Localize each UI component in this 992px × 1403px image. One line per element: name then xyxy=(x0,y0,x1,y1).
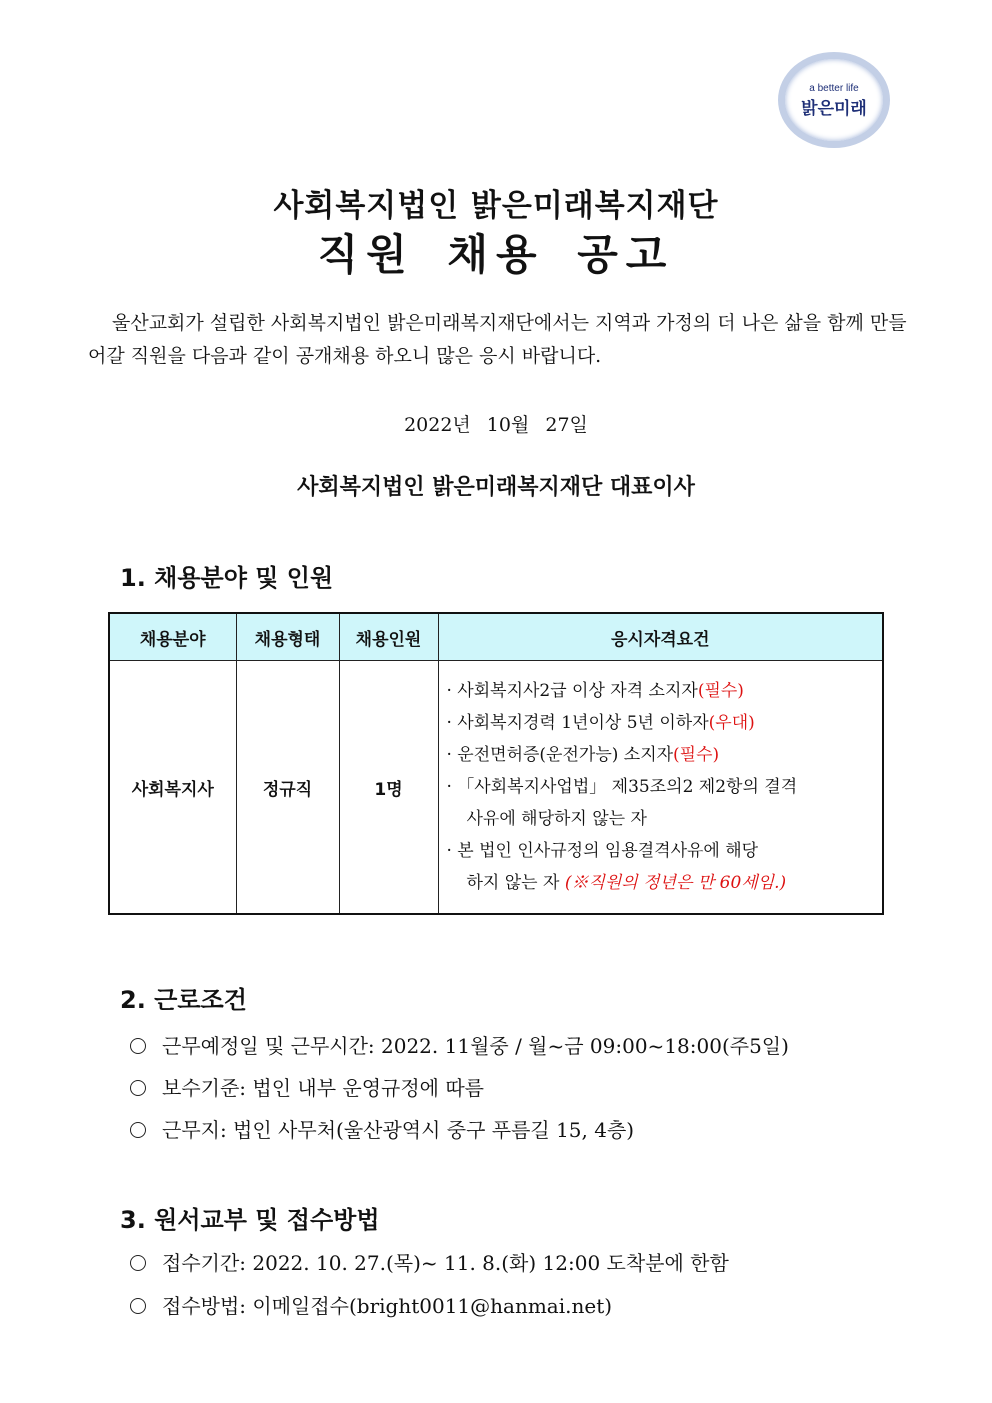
circle-bullet-icon xyxy=(130,1038,146,1054)
recruitment-table xyxy=(108,612,884,915)
req-item: · 사회복지경력 1년이상 5년 이하자(우대) xyxy=(446,713,755,733)
logo-tagline: a better life xyxy=(809,83,859,94)
cell-type: 정규직 xyxy=(236,661,339,915)
header-count: 채용인원 xyxy=(339,613,438,661)
logo-name: 밝은미래 xyxy=(801,99,867,119)
req-item: · 「사회복지사업법」 제35조의2 제2항의 결격 xyxy=(446,777,798,797)
list-item: 접수방법: 이메일접수(bright0011@hanmai.net) xyxy=(130,1290,612,1319)
intro-paragraph: 울산교회가 설립한 사회복지법인 밝은미래복지재단에서는 지역과 가정의 더 나은 삶을 함께 만들어갈 직원을 다음과 같이 공개채용 하오니 많은 응시 바랍니다. xyxy=(88,312,907,367)
req-item: · 사회복지사2급 이상 자격 소지자(필수) xyxy=(446,681,744,701)
announcement-date: 2022년 10월 27일 xyxy=(404,414,588,436)
circle-bullet-icon xyxy=(130,1080,146,1096)
retirement-note: (※직원의 정년은 만 60세임.) xyxy=(564,873,787,893)
title-organization: 사회복지법인 밝은미래복지재단 xyxy=(273,188,719,224)
req-item-cont: 사유에 해당하지 않는 자 xyxy=(466,809,647,829)
circle-bullet-icon xyxy=(130,1255,146,1271)
section2-heading: 2. 근로조건 xyxy=(120,986,247,1014)
table-row xyxy=(109,661,883,915)
circle-bullet-icon xyxy=(130,1298,146,1314)
section3-heading: 3. 원서교부 및 접수방법 xyxy=(120,1206,380,1234)
header-requirements: 응시자격요건 xyxy=(438,613,883,661)
list-item: 보수기준: 법인 내부 운영규정에 따름 xyxy=(130,1072,484,1101)
req-item: · 본 법인 인사규정의 임용결격사유에 해당 xyxy=(446,841,759,861)
header-type: 채용형태 xyxy=(236,613,339,661)
cell-field: 사회복지사 xyxy=(109,661,236,915)
list-item: 근무지: 법인 사무처(울산광역시 중구 푸름길 15, 4층) xyxy=(130,1114,634,1143)
list-item: 근무예정일 및 근무시간: 2022. 11월중 / 월~금 09:00~18:00(주5일) xyxy=(130,1030,789,1059)
header-field: 채용분야 xyxy=(109,613,236,661)
representative: 사회복지법인 밝은미래복지재단 대표이사 xyxy=(297,475,695,500)
list-item: 접수기간: 2022. 10. 27.(목)~ 11. 8.(화) 12:00 도착분에 한함 xyxy=(130,1247,729,1276)
cell-requirements xyxy=(438,661,883,915)
req-item: · 운전면허증(운전가능) 소지자(필수) xyxy=(446,745,720,765)
req-item-cont: 하지 않는 자 (※직원의 정년은 만 60세임.) xyxy=(466,873,787,893)
page-title: 직원 채용 공고 xyxy=(317,230,675,279)
foundation-logo xyxy=(778,52,890,148)
section1-heading: 1. 채용분야 및 인원 xyxy=(120,564,334,592)
circle-bullet-icon xyxy=(130,1122,146,1138)
cell-count: 1명 xyxy=(339,661,438,915)
